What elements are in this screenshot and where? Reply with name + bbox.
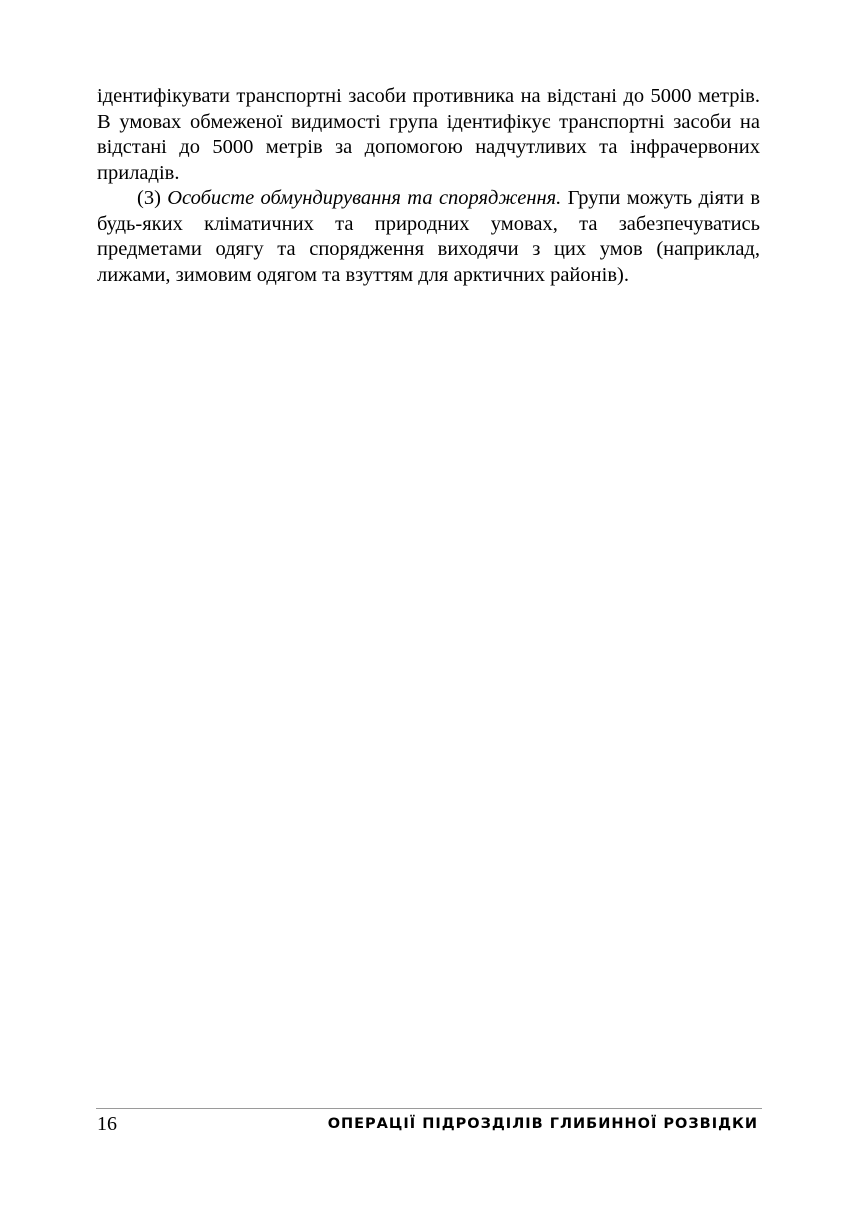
page-number: 16 — [97, 1113, 117, 1135]
footer-divider — [96, 1108, 762, 1109]
paragraph-continuation: ідентифікувати транспортні засоби противника на відстані до 5000 метрів. В умовах обмеженої видимості група ідентифікує транспортні засоби на відстані до 5000 метрів за допомогою надчутливих та інфрачервоних приладів. — [97, 85, 760, 184]
paragraph-text: Групи можуть діяти в будь-яких кліматичних та природних умовах, та забезпечуватись предметами одягу та спорядження виходячи з цих умов (наприклад, лижами, зимовим одягом та взуттям для арктичних районів). — [97, 187, 760, 286]
body-text — [97, 84, 760, 288]
paragraph-3 — [97, 186, 760, 288]
paragraph-number: (3) — [137, 187, 161, 209]
running-title: ОПЕРАЦІЇ ПІДРОЗДІЛІВ ГЛИБИННОЇ РОЗВІДКИ — [327, 1116, 758, 1132]
paragraph-heading: Особисте обмундирування та спорядження. — [167, 187, 562, 209]
